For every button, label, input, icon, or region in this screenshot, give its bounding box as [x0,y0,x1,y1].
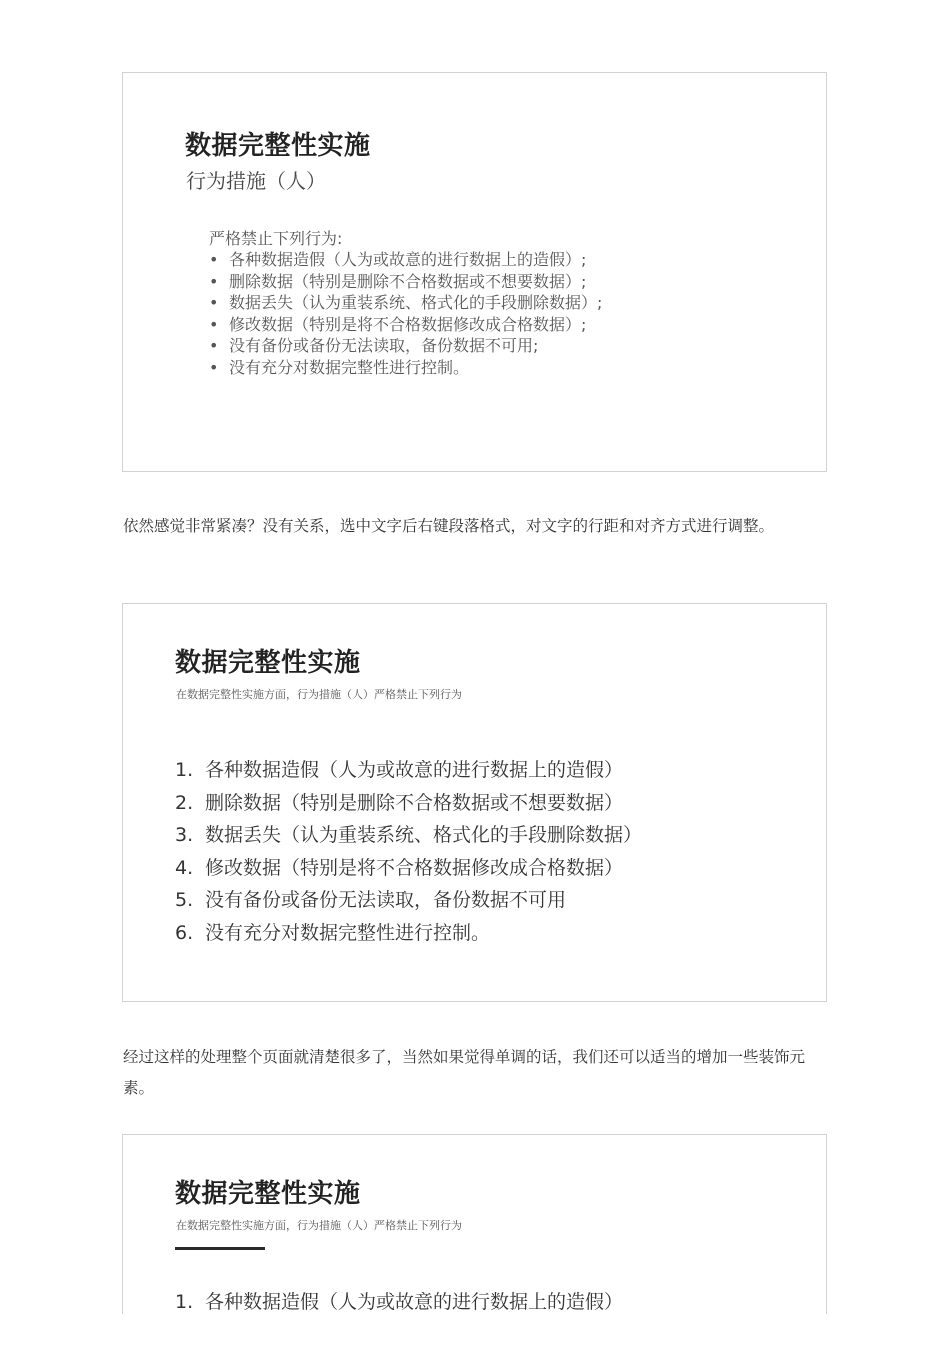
slide-lead-text: 严格禁止下列行为: [209,229,343,248]
bullet-icon: • [209,314,219,334]
list-item: 1. 各种数据造假（人为或故意的进行数据上的造假） [175,1291,624,1313]
slide-title: 数据完整性实施 [175,648,361,678]
bullet-icon: • [209,271,219,291]
list-item: • 删除数据（特别是删除不合格数据或不想要数据）; [209,271,587,291]
slide-subtitle: 在数据完整性实施方面，行为措施（人）严格禁止下列行为 [176,1219,462,1232]
list-item: • 数据丢失（认为重装系统、格式化的手段删除数据）; [209,293,603,312]
body-paragraph: 依然感觉非常紧凑？没有关系，选中文字后右键段落格式，对文字的行距和对齐方式进行调整。 [123,517,775,535]
slide-title: 数据完整性实施 [175,1179,361,1209]
slide-image-1 [122,72,827,472]
list-item: 3. 数据丢失（认为重装系统、格式化的手段删除数据） [175,824,643,846]
bullet-icon: • [209,250,219,269]
slide-subtitle: 行为措施（人） [186,169,326,193]
list-item: 1. 各种数据造假（人为或故意的进行数据上的造假） [175,759,624,781]
list-item: 2. 删除数据（特别是删除不合格数据或不想要数据） [175,791,624,814]
slide-subtitle: 在数据完整性实施方面，行为措施（人）严格禁止下列行为 [176,688,462,701]
body-paragraph: 经过这样的处理整个页面就清楚很多了，当然如果觉得单调的话，我们还可以适当的增加一些装饰元素。 [123,1048,806,1097]
slide-title: 数据完整性实施 [185,131,371,161]
numbered-list [175,754,642,949]
slide-image-3 [122,1134,827,1314]
list-item: 5. 没有备份或备份无法读取，备份数据不可用 [175,889,567,911]
slide-image-2 [122,603,827,1002]
list-item: • 没有备份或备份无法读取，备份数据不可用; [209,336,539,355]
list-item: • 各种数据造假（人为或故意的进行数据上的造假）; [209,250,587,269]
bullet-list [209,249,602,378]
decorative-divider [175,1247,265,1250]
list-item: • 修改数据（特别是将不合格数据修改成合格数据）; [209,314,587,334]
list-item: • 没有充分对数据完整性进行控制。 [209,357,470,377]
bullet-icon: • [209,336,219,355]
bullet-icon: • [209,293,219,312]
list-item: 6. 没有充分对数据完整性进行控制。 [175,921,491,944]
bullet-icon: • [209,357,219,377]
list-item: 4. 修改数据（特别是将不合格数据修改成合格数据） [175,856,624,879]
